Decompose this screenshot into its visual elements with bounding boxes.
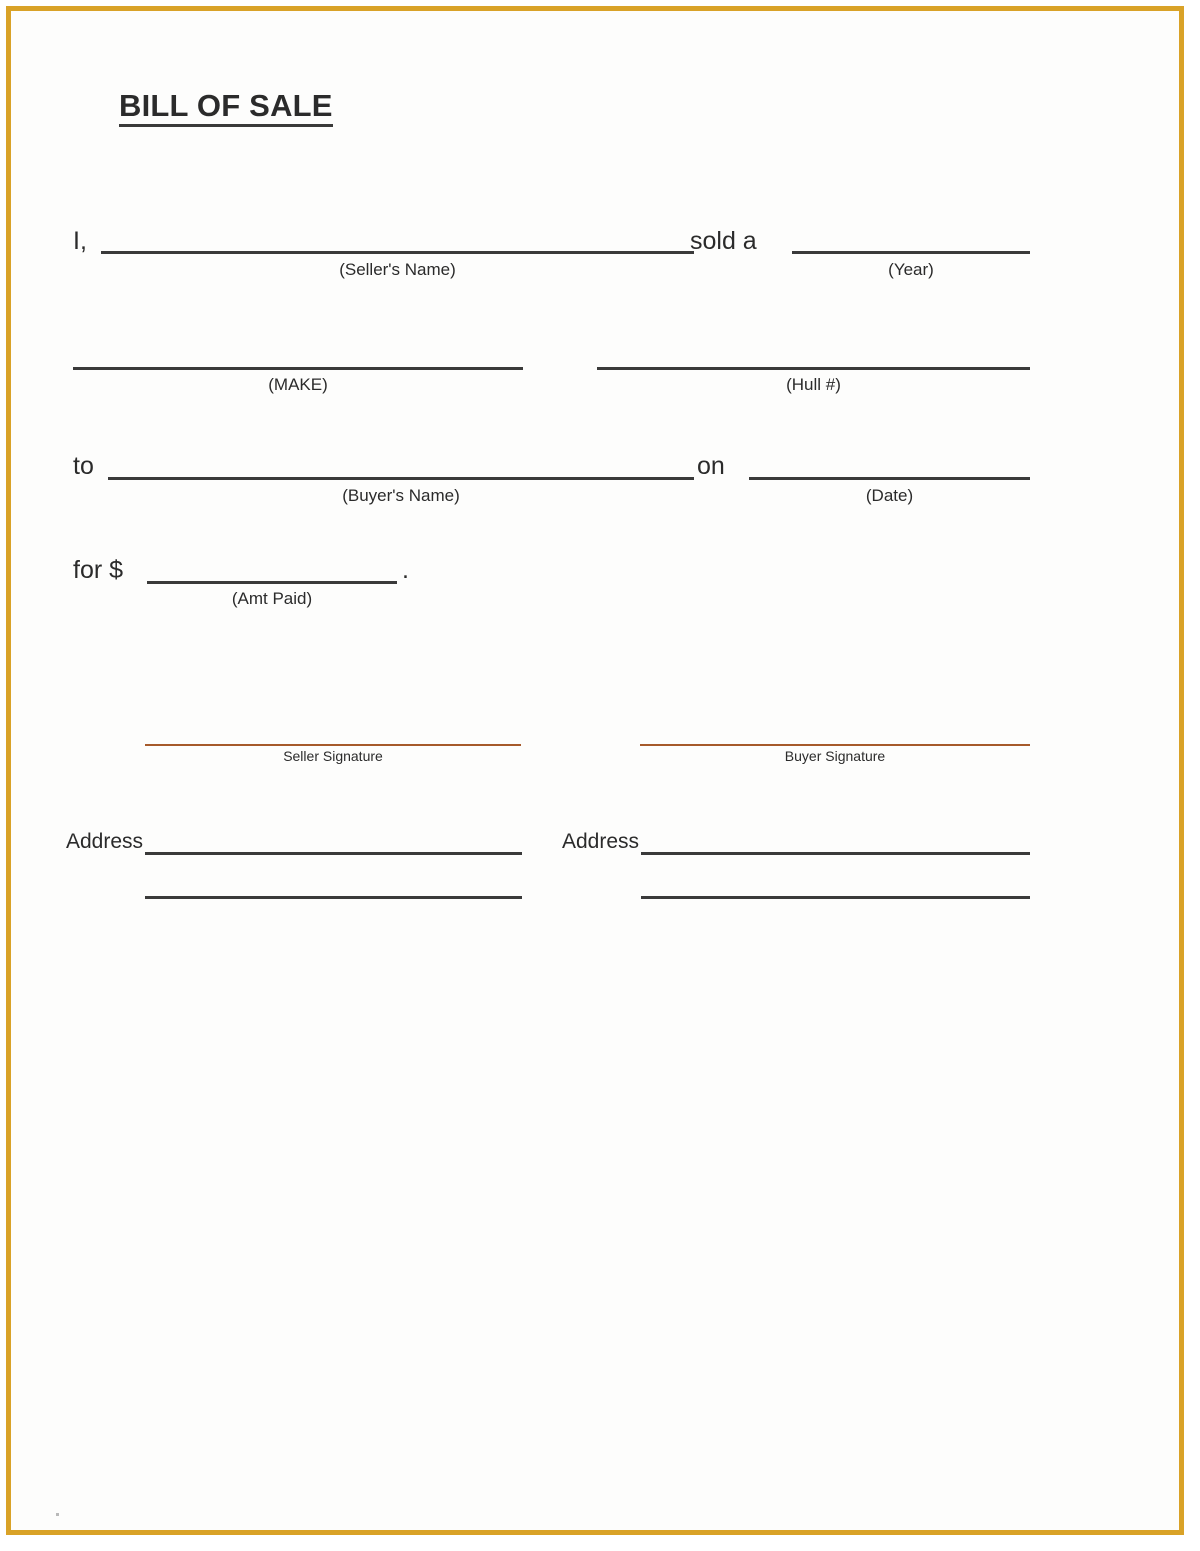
year-caption: (Year): [888, 260, 934, 279]
amount-paid-field[interactable]: [147, 581, 397, 584]
buyer-address-field-line1[interactable]: [641, 852, 1030, 855]
date-field[interactable]: [749, 477, 1030, 480]
make-field[interactable]: [73, 367, 523, 370]
amount-terminator: .: [402, 556, 409, 584]
year-field[interactable]: [792, 251, 1030, 254]
date-caption: (Date): [865, 486, 914, 505]
on-text: on: [697, 452, 725, 480]
buyer-address-label: Address: [562, 830, 640, 853]
hull-number-caption: (Hull #): [786, 375, 841, 394]
buyer-name-field[interactable]: [108, 477, 694, 480]
document-sheet: [11, 11, 1179, 1530]
page-title: BILL OF SALE: [119, 89, 333, 127]
sold-a-text: sold a: [690, 227, 757, 255]
seller-name-field[interactable]: [101, 251, 694, 254]
seller-address-field-line2[interactable]: [145, 896, 522, 899]
seller-address-label: Address: [66, 830, 144, 853]
scan-artifact-speck: [56, 1513, 59, 1516]
hull-number-field[interactable]: [597, 367, 1030, 370]
make-caption: (MAKE): [268, 375, 328, 394]
seller-name-caption: (Seller's Name): [339, 260, 456, 279]
document-page: [6, 6, 1184, 1535]
seller-signature-caption: Seller Signature: [283, 748, 383, 764]
amount-lead-text: for $: [73, 556, 124, 584]
seller-address-field-line1[interactable]: [145, 852, 522, 855]
buyer-name-caption: (Buyer's Name): [342, 486, 460, 505]
seller-line-lead-text: I,: [73, 227, 87, 255]
amount-paid-caption: (Amt Paid): [231, 589, 313, 608]
buyer-signature-field[interactable]: [640, 744, 1030, 746]
buyer-line-lead-text: to: [73, 452, 94, 480]
buyer-signature-caption: Buyer Signature: [784, 748, 886, 764]
seller-signature-field[interactable]: [145, 744, 521, 746]
buyer-address-field-line2[interactable]: [641, 896, 1030, 899]
